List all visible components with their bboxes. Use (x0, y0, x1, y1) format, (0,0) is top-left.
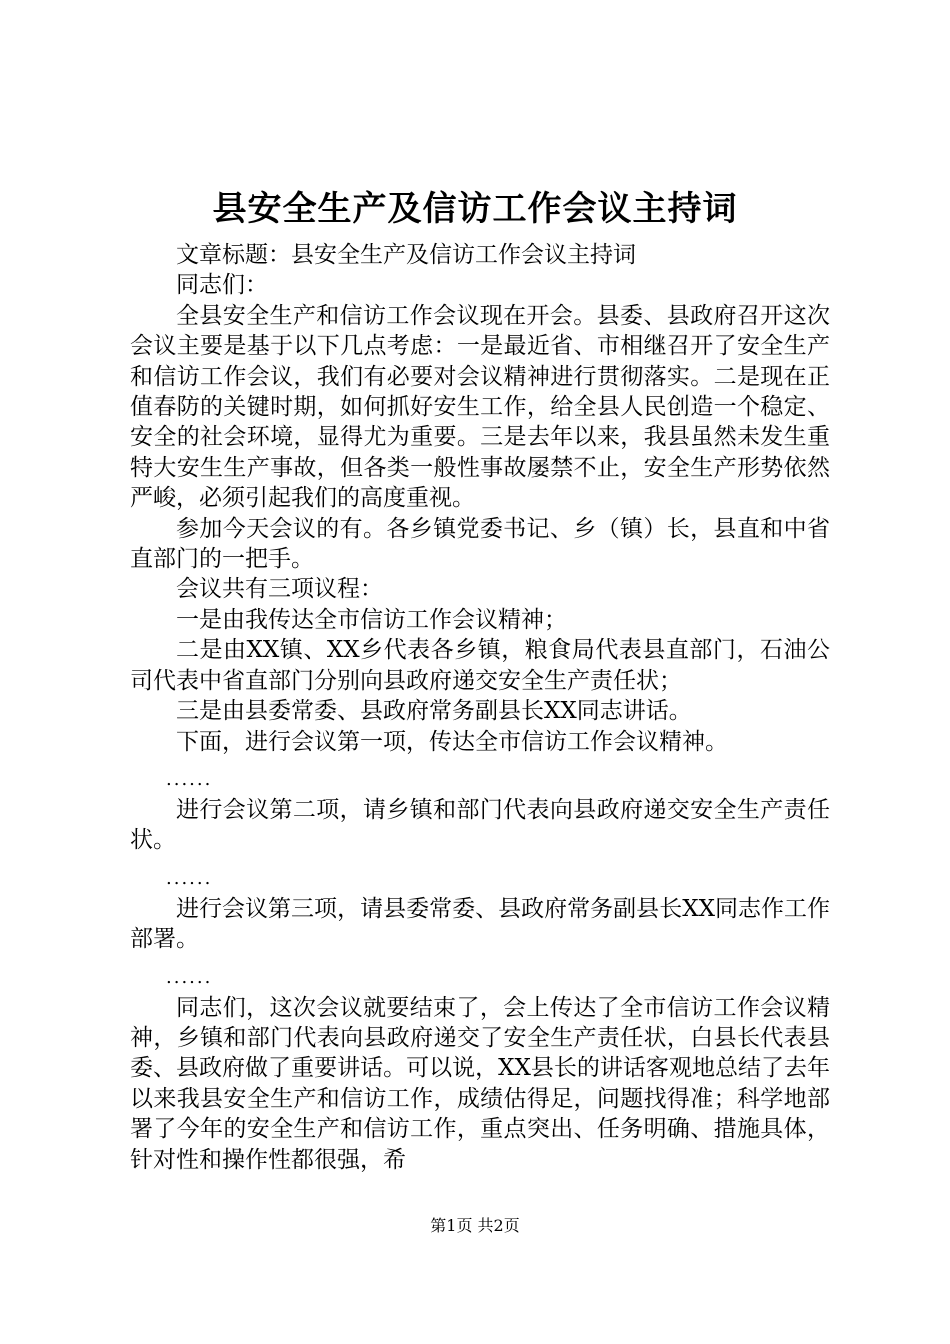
document-title: 县安全生产及信访工作会议主持词 (212, 189, 738, 229)
agenda-item-2: 二是由XX镇、XX乡代表各乡镇，粮食局代表县直部门，石油公司代表中省直部门分别向县政府递交安全生产责任状； (130, 637, 830, 694)
article-title-line: 文章标题：县安全生产及信访工作会议主持词 (176, 242, 636, 268)
ellipsis-3: ...... (166, 966, 213, 988)
paragraph-item-3-start: 进行会议第三项，请县委常委、县政府常务副县长XX同志作工作部署。 (130, 895, 830, 953)
paragraph-item-1-start: 下面，进行会议第一项，传达全市信访工作会议精神。 (176, 728, 728, 755)
document-body (130, 240, 830, 1175)
page-footer: 第1页 共2页 (430, 1216, 520, 1235)
paragraph-agenda-intro: 会议共有三项议程： (176, 576, 383, 603)
paragraph-closing: 同志们，这次会议就要结束了，会上传达了全市信访工作会议精神，乡镇和部门代表向县政府递交了安全生产责任状，白县长代表县委、县政府做了重要讲话。可以说，XX县长的讲话客观地总结了去年以来我县安全生产和信访工作，成绩估得足，问题找得准；科学地部署了今年的安全生产和信访工作，重点突出、任务明确、措施具体，针对性和操作性都很强，希 (130, 994, 830, 1173)
paragraph-item-2-start: 进行会议第二项，请乡镇和部门代表向县政府递交安全生产责任状。 (130, 796, 830, 854)
ellipsis-1: ...... (166, 768, 213, 790)
paragraph-opening: 全县安全生产和信访工作会议现在开会。县委、县政府召开这次会议主要是基于以下几点考虑：一是最近省、市相继召开了安全生产和信访工作会议，我们有必要对会议精神进行贯彻落实。二是现在正值春防的关键时期，如何抓好安生工作，给全县人民创造一个稳定、安全的社会环境，显得尤为重要。三是去年以来，我县虽然未发生重特大安生生产事故，但各类一般性事故屡禁不止，安全生产形势依然严峻，必须引起我们的高度重视。 (130, 302, 830, 512)
paragraph-attendees: 参加今天会议的有。各乡镇党委书记、乡（镇）长，县直和中省直部门的一把手。 (130, 515, 830, 573)
agenda-item-3: 三是由县委常委、县政府常务副县长XX同志讲话。 (176, 698, 692, 725)
salutation: 同志们： (176, 272, 268, 299)
ellipsis-2: ...... (166, 867, 213, 889)
agenda-item-1: 一是由我传达全市信访工作会议精神； (176, 606, 567, 633)
